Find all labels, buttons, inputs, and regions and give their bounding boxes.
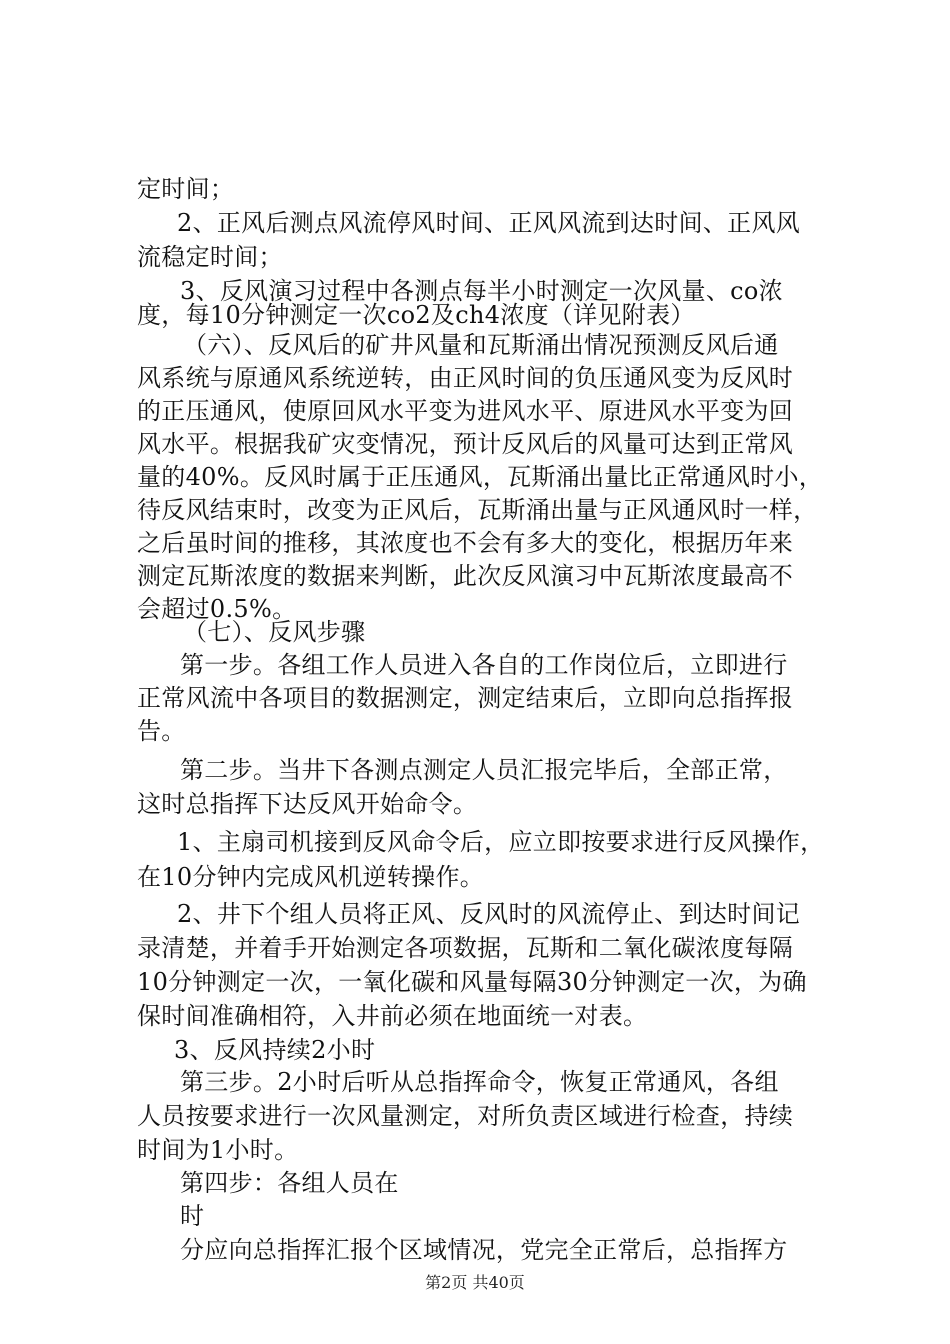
text-line-19: 第二步。当井下各测点测定人员汇报完毕后，全部正常，	[180, 756, 788, 784]
text-line-27: 3、反风持续2小时	[174, 1036, 376, 1064]
text-line-15: （七）、反风步骤	[183, 618, 366, 646]
text-line-21: 1、主扇司机接到反风命令后，应立即按要求进行反风操作，	[177, 828, 825, 856]
text-line-30: 时间为1小时。	[137, 1136, 299, 1164]
text-line-23: 2、井下个组人员将正风、反风时的风流停止、到达时间记	[177, 900, 801, 928]
text-line-16: 第一步。各组工作人员进入各自的工作岗位后，立即进行	[180, 651, 788, 679]
text-line-1: 定时间；	[137, 175, 235, 203]
text-line-17: 正常风流中各项目的数据测定，测定结束后，立即向总指挥报	[137, 684, 794, 712]
text-line-18: 告。	[137, 717, 186, 745]
text-line-8: 的正压通风，使原回风水平变为进风水平、原进风水平变为回	[137, 397, 794, 425]
text-line-12: 之后虽时间的推移，其浓度也不会有多大的变化，根据历年来	[137, 529, 794, 557]
text-line-9: 风水平。根据我矿灾变情况，预计反风后的风量可达到正常风	[137, 430, 794, 458]
text-line-5: 度，每10分钟测定一次co2及ch4浓度（详见附表）	[137, 301, 695, 329]
text-line-14: 会超过0.5%。	[137, 595, 297, 623]
text-line-29: 人员按要求进行一次风量测定，对所负责区域进行检查，持续	[137, 1102, 794, 1130]
text-line-3: 流稳定时间；	[137, 243, 283, 271]
text-line-10: 量的40%。反风时属于正压通风，瓦斯涌出量比正常通风时小，	[137, 463, 824, 491]
text-line-28: 第三步。2小时后听从总指挥命令，恢复正常通风，各组	[180, 1068, 779, 1096]
text-line-24: 录清楚，并着手开始测定各项数据，瓦斯和二氧化碳浓度每隔	[137, 934, 794, 962]
text-line-25: 10分钟测定一次，一氧化碳和风量每隔30分钟测定一次，为确	[137, 968, 807, 996]
text-line-7: 风系统与原通风系统逆转，由正风时间的负压通风变为反风时	[137, 364, 794, 392]
text-line-26: 保时间准确相符，入井前必须在地面统一对表。	[137, 1002, 648, 1030]
text-line-20: 这时总指挥下达反风开始命令。	[137, 790, 478, 818]
page-number-footer: 第2页 共40页	[425, 1273, 525, 1292]
text-line-4: 3、反风演习过程中各测点每半小时测定一次风量、co浓	[180, 277, 783, 305]
text-line-33: 分应向总指挥汇报个区域情况，党完全正常后，总指挥方	[180, 1236, 788, 1264]
text-line-32: 时	[180, 1202, 205, 1230]
text-line-22: 在10分钟内完成风机逆转操作。	[137, 863, 485, 891]
text-line-13: 测定瓦斯浓度的数据来判断，此次反风演习中瓦斯浓度最高不	[137, 562, 794, 590]
text-line-31: 第四步：各组人员在	[180, 1169, 399, 1197]
text-line-11: 待反风结束时，改变为正风后，瓦斯涌出量与正风通风时一样，	[137, 496, 818, 524]
text-line-2: 2、正风后测点风流停风时间、正风风流到达时间、正风风	[177, 209, 801, 237]
text-line-6: （六）、反风后的矿井风量和瓦斯涌出情况预测反风后通	[183, 331, 779, 359]
